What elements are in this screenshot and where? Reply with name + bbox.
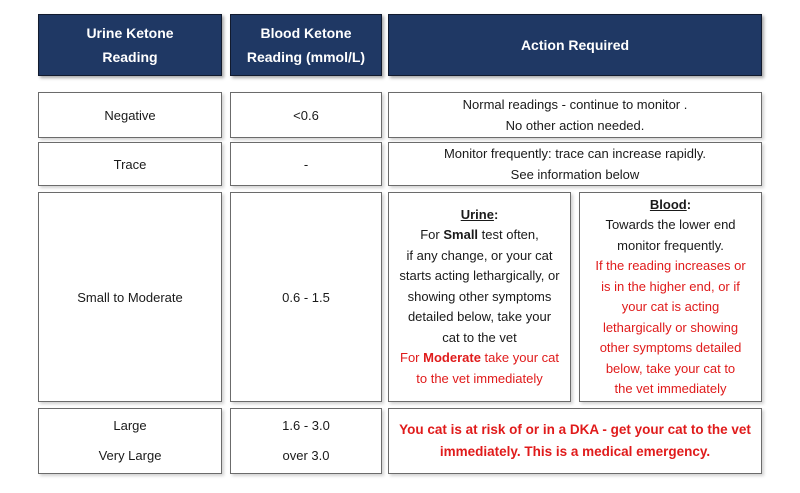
very-large-blood-text: over 3.0 [282,448,330,463]
cell-small-moderate-action [388,192,762,402]
blood-action-red-line: your cat is acting [621,299,720,314]
urine-moderate-post: take your cat [480,350,559,366]
trace-action-line2: See information below [510,167,640,182]
header-blood-line1: Blood Ketone [260,25,352,41]
header-action-required [388,14,762,76]
blood-action-title: Blood [649,196,687,212]
blood-action-red-line: below, take your cat to [605,360,736,376]
cell-small-moderate-blood [230,192,382,402]
cell-small-moderate-urine [38,192,222,402]
header-urine-line2: Reading [102,49,158,65]
urine-action-box [388,192,571,402]
blood-action-red-line: the vet immediately [614,381,727,396]
large-blood-text: 1.6 - 3.0 [282,418,330,433]
urine-small-word: Small [443,227,479,243]
header-urine-ketone [38,14,222,76]
very-large-urine-text: Very Large [98,448,162,463]
trace-urine-text: Trace [113,156,147,172]
header-action-text: Action Required [520,37,630,53]
blood-action-box [579,192,762,402]
cell-trace-blood [230,142,382,186]
trace-blood-text: - [303,156,309,172]
cell-large-blood [230,408,382,474]
urine-moderate-word: Moderate [423,350,481,366]
small-moderate-urine-text: Small to Moderate [77,289,183,305]
cell-negative-action [388,92,762,138]
urine-action-line: showing other symptoms [407,288,552,304]
blood-action-title-colon: : [686,196,692,212]
cell-trace-action [388,142,762,186]
negative-action-line1: Normal readings - continue to monitor . [462,97,688,112]
large-urine-text: Large [113,418,147,433]
blood-action-line: monitor frequently. [617,237,724,253]
blood-action-red-line: lethargically or showing [602,319,739,335]
cell-trace-urine [38,142,222,186]
trace-action-line1: Monitor frequently: trace can increase rapidly. [443,146,707,161]
header-blood-line2: Reading (mmol/L) [246,49,366,65]
header-urine-line1: Urine Ketone [86,25,174,41]
urine-action-title-colon: : [493,206,499,222]
urine-action-small-line [420,225,539,246]
cell-negative-blood [230,92,382,138]
small-moderate-blood-text: 0.6 - 1.5 [282,289,330,305]
urine-small-pre: For [420,227,444,243]
urine-small-post: test often, [478,227,539,243]
urine-action-moderate-line [400,348,559,369]
urine-action-line: detailed below, take your [407,309,552,325]
cell-negative-urine [38,92,222,138]
cell-large-action [388,408,762,474]
negative-action-line2: No other action needed. [505,118,645,133]
urine-moderate-pre: For [400,350,424,366]
negative-urine-text: Negative [104,107,156,123]
blood-action-line: Towards the lower end [605,217,736,232]
blood-action-red-line: If the reading increases or [595,258,746,273]
urine-action-moderate-line2: to the vet immediately [416,370,543,386]
urine-action-title: Urine [460,206,494,222]
header-blood-ketone [230,14,382,76]
urine-action-line: if any change, or your cat [406,247,553,263]
negative-blood-text: <0.6 [293,107,319,123]
urine-action-line: starts acting lethargically, or [399,268,560,284]
dka-warning-line2: immediately. This is a medical emergency. [439,444,711,459]
dka-warning-line1: You cat is at risk of or in a DKA - get your cat to the vet [399,422,751,437]
cell-large-urine [38,408,222,474]
urine-action-line: cat to the vet [442,329,517,345]
blood-action-red-line: other symptoms detailed [599,340,742,355]
blood-action-title-line [650,195,691,216]
urine-action-title-line [461,205,499,226]
blood-action-red-line: is in the higher end, or if [601,278,740,294]
